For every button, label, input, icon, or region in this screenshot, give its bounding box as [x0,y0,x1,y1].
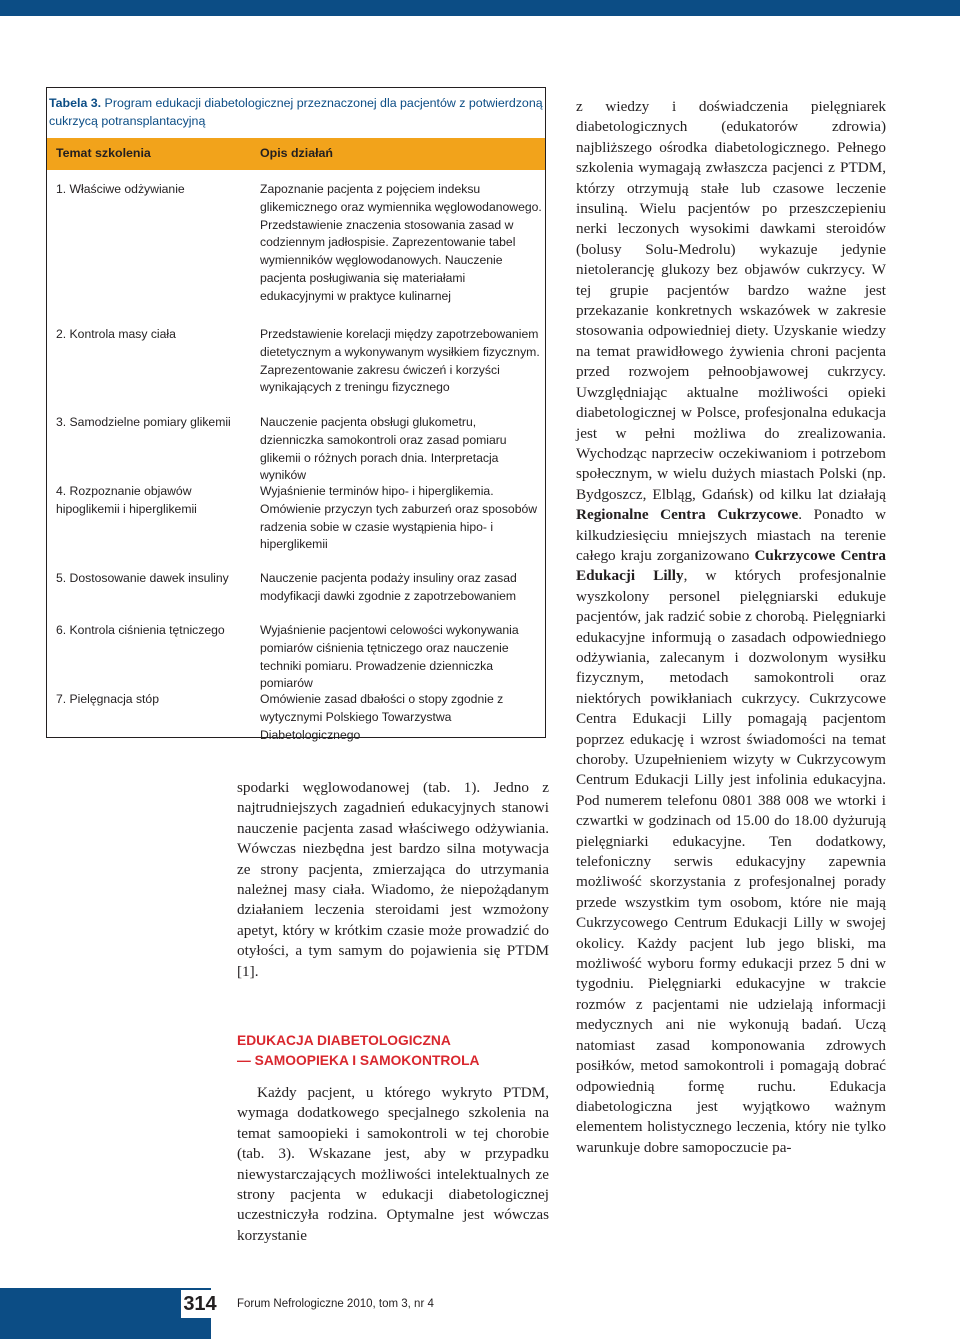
row-topic: 6. Kontrola ciśnienia tętniczego [56,623,225,637]
text-run: z wiedzy i doświadczenia pielęgniarek diabetologicznych (edukatorów zdrowia) najbliższego ośrodka diabetologicznego. Pełnego szkolenia wymagają zwłaszcza pacjenci z PTDM, którzy otrzymują stałe lub czasowe leczenie insuliną. Wielu pacjentów po przeszczepieniu nerki leczonych wysokimi dawkami steroidów (bolusy Solu-Medrolu) wykazuje jedynie nietolerancję glukozy bez objawów cukrzycy. W tej grupie pacjentów bardzo ważne jest przekazanie konkretnych wskazówek w zakresie stosowania odpowiedniej diety. Uzyskanie wiedzy na temat prawidłowego żywienia chroni pacjenta przed rozwojem pełnoobjawowej cukrzycy. Uwzględniając aktualne możliwości opieki diabetologicznej w Polsce, profesjonalna edukacja jest w pełni możliwa do zrealizowania. Wychodząc naprzeciw oczekiwaniom i potrzebom społecznym, w wielu dużych miastach Polski (np. Bydgoszcz, Elbląg, Gdańsk) od kilku lat działają [576,98,886,503]
section-heading-line1: EDUKACJA DIABETOLOGICZNA [237,1033,451,1048]
row-topic: 4. Rozpoznanie objawów hipoglikemii i hiperglikemii [56,484,197,516]
row-description: Nauczenie pacjenta podaży insuliny oraz zasad modyfikacji dawki zgodnie z zapotrzebowaniem [260,571,517,603]
body-text-middle-upper [237,778,549,982]
body-text-middle-lower [237,1083,549,1246]
row-topic: 5. Dostosowanie dawek insuliny [56,571,229,585]
table-3 [46,87,546,742]
row-description: Wyjaśnienie pacjentowi celowości wykonywania pomiarów ciśnienia tętniczego oraz nauczenie techniki pomiaru. Prowadzenie dzienniczka pomiarów [260,623,519,691]
header-topic: Temat szkolenia [56,146,151,160]
section-heading-line2: — SAMOOPIEKA I SAMOKONTROLA [237,1053,480,1068]
row-description: Przedstawienie korelacji między zapotrzebowaniem dietetycznym a wykonywanym wysiłkiem fizycznym. Zaprezentowanie zakresu ćwiczeń i korzyści wynikających z treningu fizycznego [260,327,540,395]
paragraph: spodarki węglowodanowej (tab. 1). Jedno z najtrudniejszych zagadnień edukacyjnych stanowi nauczenie pacjenta zasad właściwego odżywiania. Wówczas niezbędna jest bardzo silna motywacja ze strony pacjenta, zmierzająca do utrzymania należnej masy ciała. Wiadomo, że niepożądanym działaniem leczenia steroidami jest wzmożony apetyt, który w krótkim czasie może prowadzić do otyłości, a tym samym do pojawienia się PTDM [1]. [237,779,549,980]
row-description: Wyjaśnienie terminów hipo- i hiperglikemia. Omówienie przyczyn tych zaburzeń oraz sposobów radzenia sobie w czasie wystąpienia hipo- i hiperglikemii [260,484,538,552]
row-description: Nauczenie pacjenta obsługi glukometru, dzienniczka samokontroli oraz zasad pomiaru glikemii o różnych porach dnia. Interpretacja wyników [260,415,507,483]
bold-term: Regionalne Centra Cukrzycowe [576,506,799,524]
header-bar [0,0,960,16]
table-header [47,138,545,170]
row-topic: 2. Kontrola masy ciała [56,327,176,341]
row-topic: 1. Właściwe odżywianie [56,182,185,196]
row-description: Zapoznanie pacjenta z pojęciem indeksu glikemicznego oraz wymiennika węglowodanowego. Przedstawienie znaczenia stosowania zasad w codziennym jadłospisie. Zaprezentowanie tabel wymienników węglowodanowych. Nauczenie pacjenta posługiwania się materiałami edukacyjnymi w praktyce kulinarnej [260,182,542,303]
text-run: . Ponadto w kilkudziesięciu mniejszych miastach na terenie całego kraju zorganizowano [576,506,887,564]
bold-term: Cukrzycowe Centra Edukacji Lilly [576,546,886,585]
table-label: Tabela 3. [49,96,102,110]
row-topic: 7. Pielęgnacja stóp [56,692,159,706]
page-number: 314 [181,1290,219,1318]
body-text-right [576,97,886,1158]
section-heading [237,1031,549,1071]
journal-citation: Forum Nefrologiczne 2010, tom 3, nr 4 [237,1298,434,1310]
table-caption [49,94,543,130]
text-run: , w których profesjonalnie wyszkolony personel pielęgniarski edukuje pacjentów, jak radzić sobie z chorobą. Pielęgniarki edukacyjne informują o zasadach odpowiedniego odżywiania, zalecanym i dozwolonym wysiłku fizycznym, metodach samokontroli oraz niektórych powikłaniach cukrzycy. Cukrzycowe Centra Edukacji Lilly pomagają pacjentom poprzez edukację i wzrost świadomości na temat choroby. Uzupełnieniem wizyty w Cukrzycowym Centrum Edukacji Lilly jest infolinia edukacyjna. Pod numerem telefonu 0801 388 008 we wtorki i czwartki w godzinach od 15.00 do 18.00 dyżurują pielęgniarki edukacyjne. Ten dodatkowy, telefoniczny serwis edukacyjny zapewnia możliwość skorzystania z profesjonalnej porady przede wszystkim tym osobom, które nie mają Cukrzycowego Centrum Edukacji Lilly w swojej okolicy. Każdy pacjent lub jego bliski, ma możliwość wyboru formy edukacji przez 5 dni w tygodniu. Pielęgniarki edukacyjne w trakcie rozmów z pacjentami nie udzielają informacji medycznych ani nie wykonują badań. Uczą natomiast zasad komponowania zdrowych posiłków, metod samokontroli i pomagają dobrać odpowiednią formę ruchu. Edukacja diabetologiczna jest wyjątkowo ważnym elementem holistycznego leczenia, który nie tylko warunkuje dobre samopoczucie pa- [576,567,886,1156]
row-description: Omówienie zasad dbałości o stopy zgodnie z wytycznymi Polskiego Towarzystwa Diabetologicznego [260,692,504,742]
footer-bar [0,1288,211,1339]
paragraph [576,97,886,1158]
header-description: Opis działań [260,146,333,160]
paragraph: Każdy pacjent, u którego wykryto PTDM, wymaga dodatkowego specjalnego szkolenia na temat samoopieki i samokontroli w tej chorobie (tab. 3). Wskazane jest, aby w przypadku niewystarczających możliwości intelektualnych ze strony pacjenta w edukacji diabetologicznej uczestniczyła rodzina. Optymalne jest wówczas korzystanie [237,1084,549,1244]
row-topic: 3. Samodzielne pomiary glikemii [56,415,231,429]
table-caption-text: Program edukacji diabetologicznej przeznaczonej dla pacjentów z potwierdzoną cukrzycą potransplantacyjną [49,96,543,128]
